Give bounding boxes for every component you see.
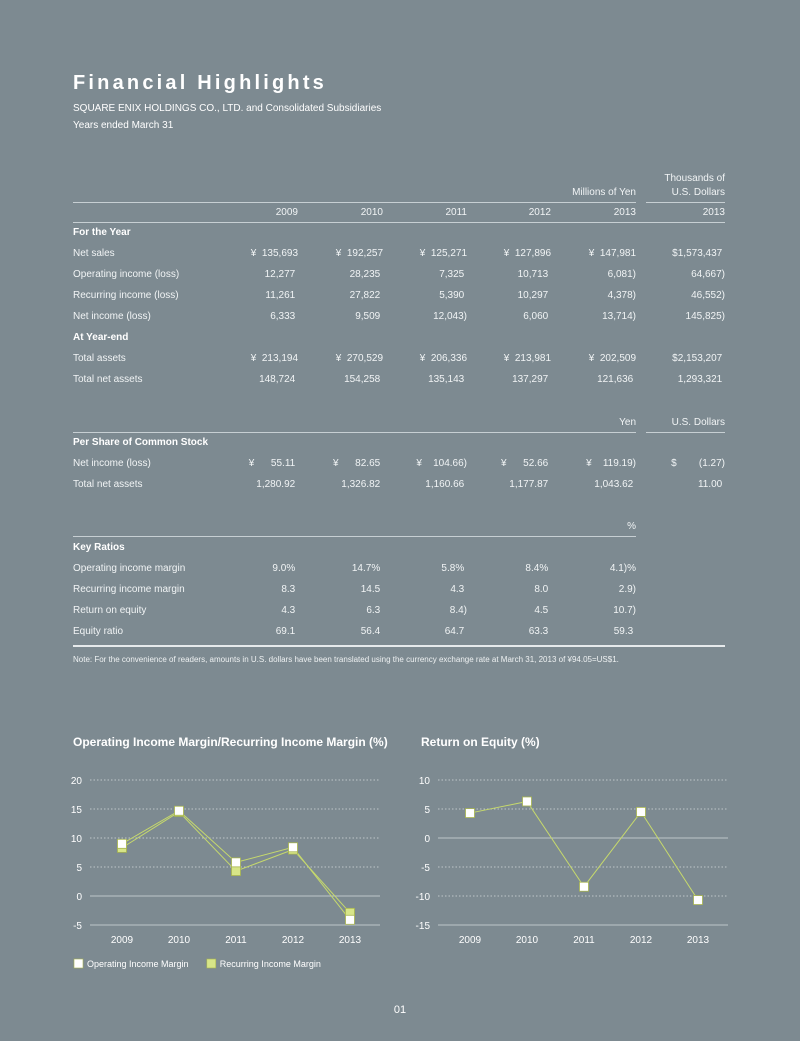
- y-tick-label: 10: [70, 834, 82, 845]
- data-point-marker: [694, 896, 703, 905]
- cell: 5,390: [439, 290, 467, 301]
- x-tick-label: 2011: [225, 935, 247, 946]
- page-title: Financial Highlights: [73, 72, 328, 94]
- table-row: [73, 563, 725, 579]
- table-row: [73, 626, 725, 642]
- x-tick-label: 2011: [573, 935, 595, 945]
- financial-table: [73, 0, 725, 660]
- row-label: Net sales: [73, 248, 115, 259]
- row-label: Operating income margin: [73, 563, 186, 574]
- x-tick-label: 2009: [110, 935, 134, 946]
- currency-note: Note: For the convenience of readers, amounts in U.S. dollars have been translated using the currency exchange rate at March 31, 2013 of ¥94.05=US$1.: [73, 655, 619, 664]
- y-tick-label: 20: [70, 776, 82, 787]
- cell: ¥ 213,194: [250, 353, 298, 364]
- data-point-marker: [118, 839, 127, 848]
- cell: 4.5: [534, 605, 551, 616]
- cell: ¥ 104.66): [416, 458, 467, 469]
- cell: ¥ 127,896: [503, 248, 551, 259]
- table-row: [73, 584, 725, 600]
- unit-us-dollars: U.S. Dollars: [671, 417, 725, 428]
- data-point-marker: [523, 797, 532, 806]
- cell: ¥ 135,693: [250, 248, 298, 259]
- section-per-share: [73, 437, 725, 453]
- data-point-marker: [232, 858, 241, 867]
- cell: 2.9): [618, 584, 636, 595]
- data-point-marker: [346, 915, 355, 924]
- row-label: Net income (loss): [73, 458, 151, 469]
- section-title: At Year-end: [73, 332, 129, 343]
- cell: 13,714): [602, 311, 636, 322]
- cell: 4.1)%: [609, 563, 636, 574]
- table-row: [73, 458, 725, 474]
- cell: 10,713: [517, 269, 551, 280]
- cell: 14.5: [360, 584, 383, 595]
- period-subtitle: Years ended March 31: [73, 120, 174, 131]
- section-at-year-end: [73, 332, 725, 348]
- header-rule-usd: [646, 202, 725, 203]
- cell: 6,333: [270, 311, 298, 322]
- x-tick-label: 2010: [167, 935, 191, 946]
- y-tick-label: -5: [73, 921, 82, 932]
- data-point-marker: [466, 809, 475, 818]
- table-row: [73, 269, 725, 285]
- company-subtitle: SQUARE ENIX HOLDINGS CO., LTD. and Consolidated Subsidiaries: [73, 103, 382, 114]
- cell: 1,160.66: [425, 479, 467, 490]
- unit-yen: Yen: [619, 417, 636, 428]
- margin-chart-title: Operating Income Margin/Recurring Income Margin (%): [73, 735, 388, 749]
- cell: 4.3: [450, 584, 467, 595]
- margin-chart: [60, 765, 390, 975]
- row-label: Total assets: [73, 353, 126, 364]
- table-row: [73, 248, 725, 264]
- legend-swatch: [74, 959, 83, 968]
- cell: 137,297: [512, 374, 551, 385]
- cell: ¥ 125,271: [419, 248, 467, 259]
- table-row: [73, 374, 725, 390]
- year-header: 2011: [445, 207, 467, 218]
- cell: $2,153,207: [672, 353, 725, 364]
- year-header-row: [73, 207, 725, 223]
- data-point-marker: [175, 806, 184, 815]
- cell: 4,378): [607, 290, 636, 301]
- cell: 7,325: [439, 269, 467, 280]
- table-row: [73, 311, 725, 327]
- row-label: Equity ratio: [73, 626, 124, 637]
- cell: 148,724: [259, 374, 298, 385]
- cell: 14.7%: [351, 563, 383, 574]
- y-tick-label: 10: [418, 776, 430, 787]
- cell: 6,060: [523, 311, 551, 322]
- legend-swatch: [207, 959, 216, 968]
- cell: 56.4: [360, 626, 383, 637]
- year-header: 2010: [360, 207, 383, 218]
- cell: 1,177.87: [509, 479, 551, 490]
- row-label: Return on equity: [73, 605, 147, 616]
- per-share-rule-yen: [73, 432, 636, 433]
- section-key-ratios: [73, 542, 725, 558]
- cell: 11,261: [265, 290, 298, 301]
- section-title: Per Share of Common Stock: [73, 437, 209, 448]
- table-bottom-rule: [73, 645, 725, 647]
- unit-millions-of-yen: Millions of Yen: [572, 187, 636, 198]
- cell: 8.4): [449, 605, 467, 616]
- cell: 8.0: [534, 584, 551, 595]
- cell: ¥ 270,529: [335, 353, 383, 364]
- x-tick-label: 2010: [515, 935, 539, 945]
- cell: 9,509: [355, 311, 383, 322]
- cell: 12,277: [264, 269, 298, 280]
- cell: 63.3: [528, 626, 551, 637]
- cell: 1,293,321: [677, 374, 725, 385]
- year-header: 2013: [702, 207, 725, 218]
- row-label: Recurring income (loss): [73, 290, 179, 301]
- data-point-marker: [580, 882, 589, 891]
- unit-percent: %: [627, 521, 636, 532]
- table-row: [73, 479, 725, 495]
- cell: $1,573,437: [672, 248, 725, 259]
- row-label: Operating income (loss): [73, 269, 180, 280]
- cell: 1,043.62: [594, 479, 636, 490]
- cell: ¥ 192,257: [335, 248, 383, 259]
- cell: 64.7: [444, 626, 467, 637]
- y-tick-label: 5: [76, 863, 82, 874]
- cell: $ (1.27): [671, 458, 725, 469]
- cell: ¥ 55.11: [248, 458, 298, 469]
- cell: 9.0%: [272, 563, 298, 574]
- table-row: [73, 290, 725, 306]
- cell: ¥ 202,509: [588, 353, 636, 364]
- data-point-marker: [289, 843, 298, 852]
- cell: 145,825): [685, 311, 725, 322]
- table-row: [73, 353, 725, 369]
- cell: 27,822: [349, 290, 383, 301]
- page-number: 01: [393, 1004, 407, 1016]
- y-tick-label: 0: [76, 892, 82, 903]
- cell: 64,667): [691, 269, 725, 280]
- cell: 12,043): [433, 311, 467, 322]
- y-tick-label: 15: [70, 805, 82, 816]
- cell: 154,258: [344, 374, 383, 385]
- cell: 4.3: [281, 605, 298, 616]
- data-point-marker: [232, 867, 241, 876]
- cell: 69.1: [275, 626, 298, 637]
- unit-us-dollars: U.S. Dollars: [671, 187, 725, 198]
- y-tick-label: -5: [421, 863, 430, 874]
- cell: ¥ 119.19): [586, 458, 636, 469]
- section-for-the-year: [73, 227, 725, 243]
- year-header: 2013: [613, 207, 636, 218]
- cell: 1,280.92: [256, 479, 298, 490]
- x-tick-label: 2009: [458, 935, 482, 945]
- x-tick-label: 2013: [338, 935, 362, 946]
- ratios-rule: [73, 536, 636, 537]
- y-tick-label: -15: [415, 921, 430, 932]
- row-label: Net income (loss): [73, 311, 151, 322]
- cell: ¥ 213,981: [503, 353, 551, 364]
- cell: 6.3: [366, 605, 383, 616]
- roe-chart-title: Return on Equity (%): [421, 735, 540, 749]
- data-point-marker: [637, 807, 646, 816]
- cell: 135,143: [428, 374, 467, 385]
- year-rule: [73, 222, 725, 223]
- y-tick-label: 5: [424, 805, 430, 816]
- section-title: Key Ratios: [73, 542, 125, 553]
- cell: 10,297: [517, 290, 551, 301]
- cell: ¥ 206,336: [419, 353, 467, 364]
- x-tick-label: 2012: [281, 935, 305, 946]
- cell: 6,081): [607, 269, 636, 280]
- cell: 28,235: [349, 269, 383, 280]
- cell: 121,636: [597, 374, 636, 385]
- cell: 5.8%: [441, 563, 467, 574]
- roe-chart: [408, 765, 738, 945]
- legend-label: Recurring Income Margin: [219, 959, 321, 969]
- x-tick-label: 2013: [686, 935, 710, 945]
- row-label: Recurring income margin: [73, 584, 185, 595]
- year-header: 2009: [275, 207, 298, 218]
- cell: 59.3: [613, 626, 636, 637]
- year-header: 2012: [528, 207, 551, 218]
- table-row: [73, 605, 725, 621]
- legend-label: Operating Income Margin: [87, 959, 189, 969]
- cell: 8.3: [281, 584, 298, 595]
- row-label: Total net assets: [73, 374, 143, 385]
- cell: ¥ 52.66: [500, 458, 551, 469]
- section-title: For the Year: [73, 227, 131, 238]
- cell: ¥ 82.65: [332, 458, 383, 469]
- y-tick-label: -10: [415, 892, 430, 903]
- cell: 10.7): [613, 605, 636, 616]
- header-rule-yen: [73, 202, 636, 203]
- x-tick-label: 2012: [629, 935, 653, 945]
- cell: 11.00: [697, 479, 725, 490]
- cell: 8.4%: [525, 563, 551, 574]
- y-tick-label: 0: [424, 834, 430, 845]
- per-share-rule-usd: [646, 432, 725, 433]
- cell: 46,552): [691, 290, 725, 301]
- unit-thousands-of: Thousands of: [664, 173, 725, 184]
- row-label: Total net assets: [73, 479, 143, 490]
- cell: ¥ 147,981: [588, 248, 636, 259]
- cell: 1,326.82: [341, 479, 383, 490]
